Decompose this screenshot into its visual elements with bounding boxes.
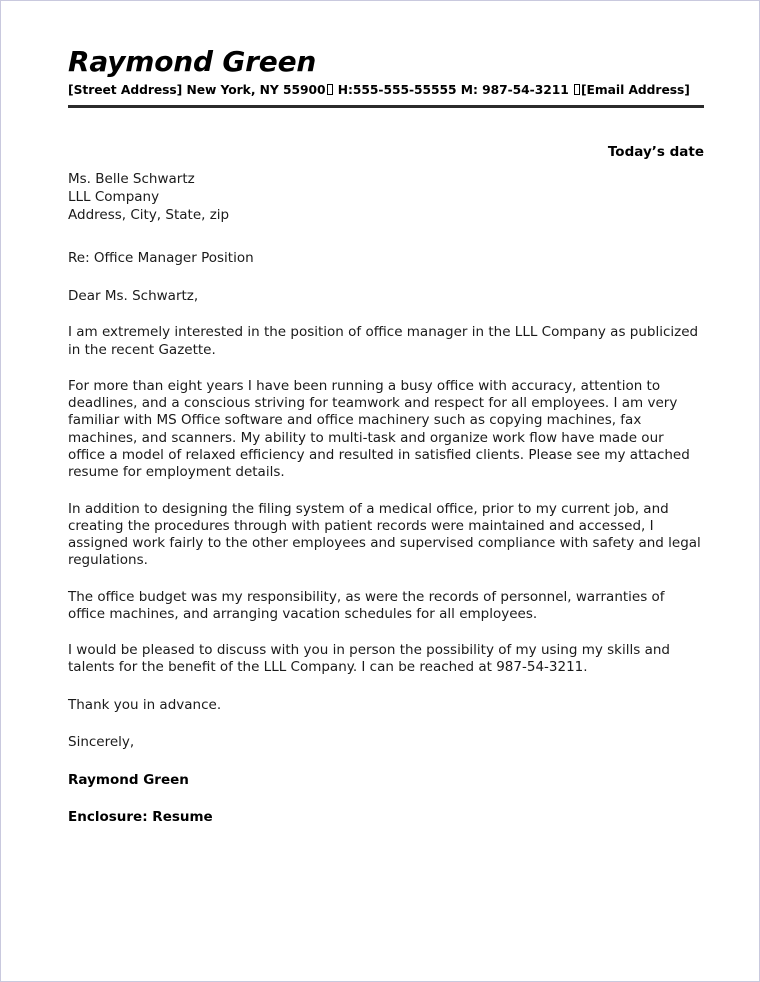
letterhead-divider [68, 105, 704, 108]
closing-signoff: Sincerely, [68, 734, 135, 751]
body-paragraph: For more than eight years I have been running a busy office with accuracy, attention to deadlines, and a conscious striving for teamwork and respect for all employees. I am very familiar with MS Office software and office machinery such as copying machines, fax machines, and scanners. My ability to multi-task and organize work flow have made our office a model of relaxed efficiency and resulted in satisfied clients. Please see my attached resume for employment details. [68, 377, 690, 481]
salutation: Dear Ms. Schwartz, [68, 287, 199, 304]
tofu-box-icon [574, 84, 580, 95]
letterhead-name: Raymond Green [68, 45, 317, 78]
body-paragraph: The office budget was my responsibility, as were the records of personnel, warranties of office machines, and arranging vacation schedules for all employees. [68, 588, 665, 622]
body-paragraph: In addition to designing the filing system of a medical office, prior to my current job, and creating the procedures through with patient records were maintained and accessed, I assigned work fairly to the other employees and supervised compliance with safety and legal regulations. [68, 500, 701, 569]
closing-thanks: Thank you in advance. [68, 696, 222, 713]
recipient-company: LLL Company [68, 189, 160, 206]
body-paragraph: I am extremely interested in the position of office manager in the LLL Company as publicized in the recent Gazette. [68, 324, 699, 358]
letterhead-contact-line [68, 82, 704, 98]
signature-name: Raymond Green [68, 771, 189, 788]
letterhead [68, 47, 704, 108]
contact-address: [Street Address] New York, NY 55900 [68, 83, 326, 98]
body-paragraph: I would be pleased to discuss with you in person the possibility of my using my skills and talents for the benefit of the LLL Company. I can be reached at 987-54-3211. [68, 642, 670, 676]
letter-date: Today’s date [607, 144, 704, 161]
recipient-address: Address, City, State, zip [68, 207, 230, 224]
tofu-box-icon [327, 84, 333, 95]
recipient-name: Ms. Belle Schwartz [68, 171, 195, 188]
enclosure-note: Enclosure: Resume [68, 809, 213, 826]
contact-phones: H:555-555-55555 M: 987-54-3211 [337, 83, 569, 98]
recipient-block [68, 171, 704, 225]
letter-sheet [68, 47, 704, 827]
subject-line: Re: Office Manager Position [68, 250, 254, 267]
contact-email: [Email Address] [580, 83, 690, 98]
